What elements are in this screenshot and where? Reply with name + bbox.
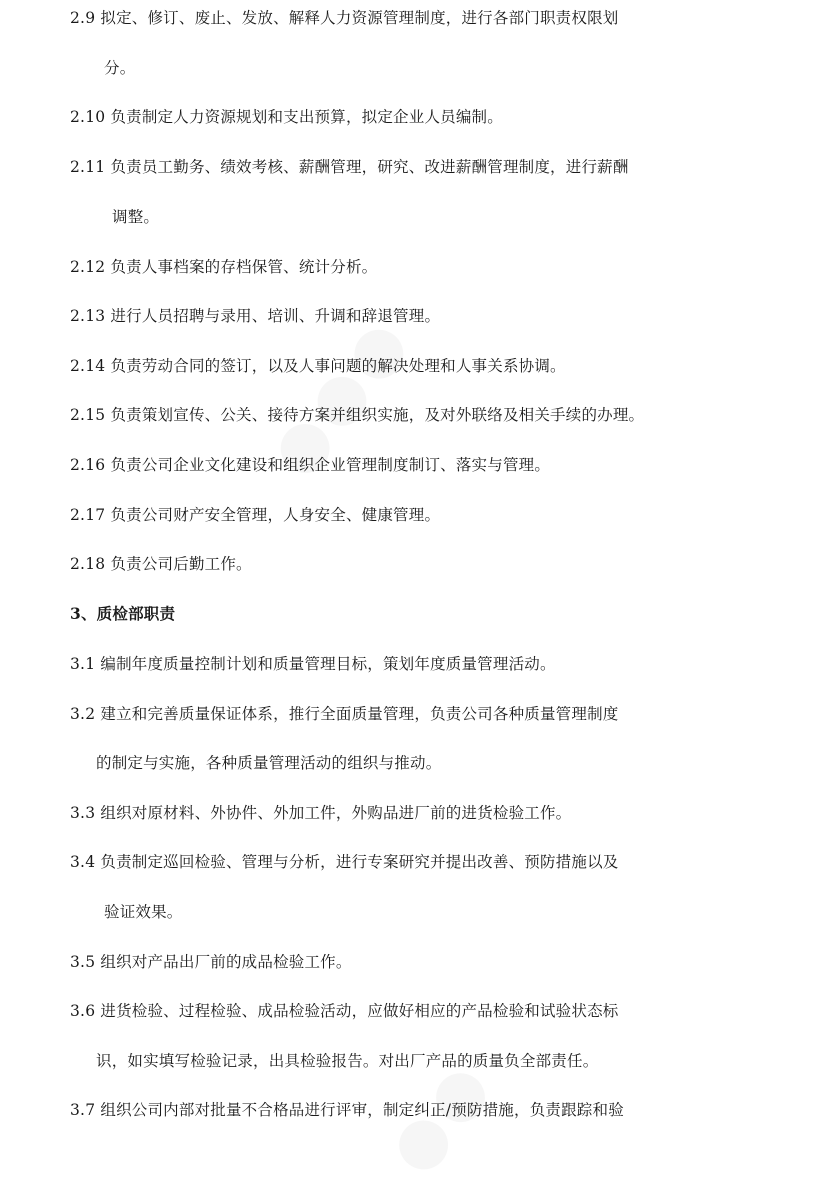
- text-line-3-2-cont: 的制定与实施，各种质量管理活动的组织与推动。: [96, 754, 442, 772]
- text-line-2-18: 2.18 负责公司后勤工作。: [70, 555, 252, 573]
- text-line-2-9-cont: 分。: [104, 59, 136, 77]
- text-line-2-17: 2.17 负责公司财产安全管理，人身安全、健康管理。: [70, 506, 441, 524]
- text-line-3-5: 3.5 组织对产品出厂前的成品检验工作。: [70, 953, 352, 971]
- text-line-3-6: 3.6 进货检验、过程检验、成品检验活动，应做好相应的产品检验和试验状态标: [70, 1002, 619, 1020]
- text-line-3-7: 3.7 组织公司内部对批量不合格品进行评审，制定纠正/预防措施，负责跟踪和验: [70, 1101, 624, 1119]
- text-line-3-3: 3.3 组织对原材料、外协件、外加工件，外购品进厂前的进货检验工作。: [70, 804, 572, 822]
- text-line-2-15: 2.15 负责策划宣传、公关、接待方案并组织实施，及对外联络及相关手续的办理。: [70, 406, 645, 424]
- text-line-2-16: 2.16 负责公司企业文化建设和组织企业管理制度制订、落实与管理。: [70, 456, 551, 474]
- text-line-3-4-cont: 验证效果。: [104, 903, 183, 921]
- text-line-3-1: 3.1 编制年度质量控制计划和质量管理目标，策划年度质量管理活动。: [70, 655, 556, 673]
- section-heading-3: 3、质检部职责: [70, 604, 176, 623]
- text-line-3-6-cont: 识，如实填写检验记录，出具检验报告。对出厂产品的质量负全部责任。: [96, 1052, 599, 1070]
- text-line-2-11-cont: 调整。: [112, 208, 160, 226]
- text-line-2-10: 2.10 负责制定人力资源规划和支出预算，拟定企业人员编制。: [70, 108, 503, 126]
- text-line-2-13: 2.13 进行人员招聘与录用、培训、升调和辞退管理。: [70, 307, 441, 325]
- text-line-3-2: 3.2 建立和完善质量保证体系，推行全面质量管理，负责公司各种质量管理制度: [70, 705, 619, 723]
- text-line-2-11: 2.11 负责员工勤务、绩效考核、薪酬管理，研究、改进薪酬管理制度，进行薪酬: [70, 158, 629, 176]
- text-line-2-9: 2.9 拟定、修订、废止、发放、解释人力资源管理制度，进行各部门职责权限划: [70, 9, 619, 27]
- text-line-2-14: 2.14 负责劳动合同的签订，以及人事问题的解决处理和人事关系协调。: [70, 357, 566, 375]
- text-line-2-12: 2.12 负责人事档案的存档保管、统计分析。: [70, 258, 378, 276]
- text-line-3-4: 3.4 负责制定巡回检验、管理与分析，进行专案研究并提出改善、预防措施以及: [70, 853, 619, 871]
